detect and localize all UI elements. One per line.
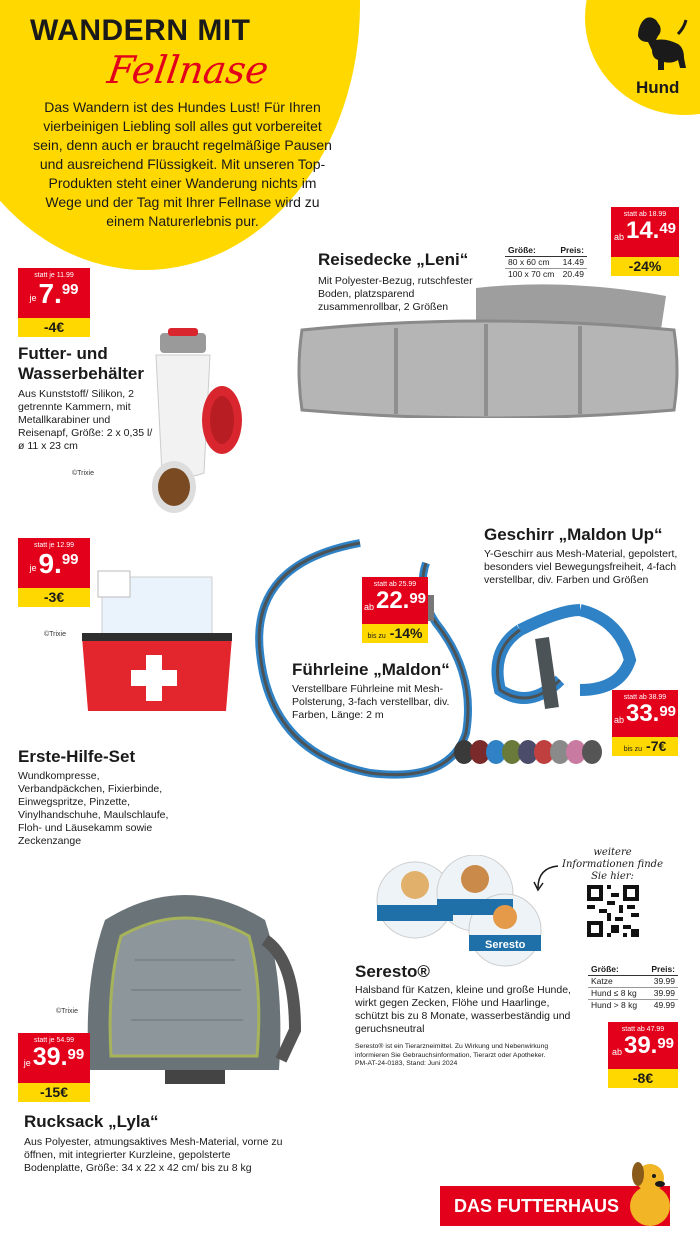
product-title: Reisedecke „Leni“ bbox=[318, 250, 469, 269]
qr-code[interactable] bbox=[587, 885, 639, 937]
price-int: 39. bbox=[623, 1032, 658, 1059]
price-dec: 99 bbox=[409, 590, 427, 607]
price-int: 39. bbox=[32, 1043, 68, 1071]
discount-badge: -4€ bbox=[18, 318, 90, 337]
price-box-decke bbox=[611, 207, 679, 257]
first-aid-kit-image bbox=[80, 565, 240, 715]
table-cell: 39.99 bbox=[645, 988, 678, 1000]
dog-icon bbox=[628, 14, 690, 70]
table-cell: 20.49 bbox=[562, 269, 584, 279]
product-title: Seresto® bbox=[355, 962, 430, 981]
product-description: Verstellbare Führleine mit Mesh-Polsterung, 3-fach verstellbar, div. Farben, Länge: 2 m bbox=[292, 683, 450, 721]
headline-line2: Fellnase bbox=[104, 48, 272, 92]
price-dec: 99 bbox=[657, 1035, 675, 1052]
table-header: Preis: bbox=[557, 245, 587, 257]
old-price: statt ab 18.99 bbox=[623, 211, 667, 218]
product-description: Wundkompresse, Verbandpäckchen, Fixierbinde, Einwegspritze, Pinzette, Vinylhandschuhe, Maulschlaufe, Floh- und Läusekamm sowie Zeckenzange bbox=[18, 770, 169, 847]
old-price: statt je 11.99 bbox=[34, 272, 74, 279]
brand-logo-text: DAS FUTTERHAUS bbox=[454, 1195, 619, 1216]
discount-badge bbox=[362, 624, 428, 643]
discount-badge bbox=[612, 737, 678, 756]
size-table bbox=[505, 245, 587, 280]
product-title: Führleine „Maldon“ bbox=[292, 660, 450, 679]
product-title: Geschirr „Maldon Up“ bbox=[484, 525, 663, 544]
table-header: Größe: bbox=[588, 964, 645, 976]
discount-badge: -3€ bbox=[18, 588, 90, 607]
price-int: 9. bbox=[38, 548, 62, 579]
fine-print bbox=[355, 1043, 565, 1069]
product-description: Aus Kunststoff/ Silikon, 2 getrennte Kammern, mit Metallkarabiner und Reisenapf, Größe: 2 x 0,35 l/ ø 11 x 23 cm bbox=[18, 388, 153, 452]
price-box-rucksack bbox=[18, 1033, 90, 1083]
price-int: 33. bbox=[625, 700, 660, 727]
price-box-leine bbox=[362, 577, 428, 624]
brand-label: Seresto bbox=[485, 939, 526, 951]
mascot-dog-icon bbox=[620, 1158, 682, 1230]
fine-print-text: Seresto® ist ein Tierarzneimittel. Zu Wirkung und Nebenwirkung informieren Sie Gebrauchsinformation, Tierarzt oder Apotheker. bbox=[355, 1043, 549, 1059]
price-prefix: ab bbox=[613, 715, 624, 725]
old-price: statt je 12.99 bbox=[33, 542, 75, 549]
info-hint: weitere Informationen finde Sie hier: bbox=[562, 847, 663, 882]
blanket-image bbox=[296, 278, 680, 418]
price-prefix: ab bbox=[611, 1047, 622, 1057]
category-label: Hund bbox=[636, 78, 680, 97]
discount-value: -7€ bbox=[646, 738, 667, 754]
price-dec: 99 bbox=[61, 551, 79, 568]
price-int: 14. bbox=[625, 217, 660, 244]
old-price: statt je 54.99 bbox=[33, 1037, 75, 1044]
color-swatches bbox=[452, 738, 602, 766]
price-dec: 49 bbox=[659, 220, 677, 237]
table-cell: 39.99 bbox=[645, 976, 678, 988]
title-line: Futter- und bbox=[18, 344, 108, 363]
table-cell: 14.49 bbox=[557, 257, 587, 269]
old-price: statt ab 25.99 bbox=[373, 581, 417, 588]
headline-line1: WANDERN MIT bbox=[30, 14, 251, 47]
old-price: statt ab 47.99 bbox=[621, 1026, 665, 1033]
old-price: statt ab 38.99 bbox=[623, 694, 667, 701]
backpack-image bbox=[65, 880, 310, 1095]
discount-badge: -24% bbox=[611, 257, 679, 276]
product-title: Erste-Hilfe-Set bbox=[18, 747, 136, 766]
fine-print-ref: PM-AT-24-0183, Stand: Juni 2024 bbox=[355, 1060, 458, 1067]
table-cell: Hund > 8 kg bbox=[591, 1000, 638, 1010]
product-description: Y-Geschirr aus Mesh-Material, gepolstert, besonders viel Bewegungsfreiheit, 4-fach verstellbar, div. Farben und Größen bbox=[484, 548, 678, 586]
price-box-behaelter bbox=[18, 268, 90, 318]
table-cell: 100 x 70 cm bbox=[508, 269, 555, 279]
copyright: ©Trixie bbox=[44, 631, 67, 638]
table-cell: Hund ≤ 8 kg bbox=[588, 988, 645, 1000]
price-dec: 99 bbox=[659, 703, 677, 720]
price-box-geschirr bbox=[612, 690, 678, 737]
product-title bbox=[18, 344, 144, 384]
discount-prefix: bis zu bbox=[367, 633, 386, 640]
size-table bbox=[588, 964, 678, 1011]
product-title: Rucksack „Lyla“ bbox=[24, 1112, 159, 1131]
copyright: ©Trixie bbox=[72, 470, 95, 477]
price-prefix: je bbox=[29, 563, 37, 573]
price-int: 7. bbox=[38, 278, 62, 309]
table-header: Preis: bbox=[645, 964, 678, 976]
table-cell: Katze bbox=[588, 976, 645, 988]
price-dec: 99 bbox=[67, 1046, 85, 1063]
price-dec: 99 bbox=[61, 281, 79, 298]
table-header: Größe: bbox=[505, 245, 557, 257]
product-description: Mit Polyester-Bezug, rutschfester Boden, platzsparend zusammenrollbar, 2 Größen bbox=[318, 275, 473, 313]
price-box-seresto bbox=[608, 1022, 678, 1069]
discount-badge: -8€ bbox=[608, 1069, 678, 1088]
title-line: Wasserbehälter bbox=[18, 364, 144, 383]
arrow-icon bbox=[530, 862, 560, 892]
price-prefix: ab bbox=[613, 232, 624, 242]
discount-value: -14% bbox=[389, 625, 423, 641]
seresto-collars-image bbox=[375, 855, 555, 970]
copyright: ©Trixie bbox=[56, 1008, 79, 1015]
table-cell: 80 x 60 cm bbox=[505, 257, 557, 269]
price-prefix: je bbox=[29, 293, 37, 303]
water-bottle-image bbox=[152, 325, 247, 520]
price-prefix: je bbox=[23, 1058, 31, 1068]
discount-prefix: bis zu bbox=[623, 746, 643, 753]
price-int: 22. bbox=[375, 587, 410, 614]
price-prefix: ab bbox=[363, 602, 374, 612]
intro-text: Das Wandern ist des Hundes Lust! Für Ihren vierbeinigen Liebling soll alles gut vorbereitet sein, denn auch er braucht regelmäßige Pausen und ausreichend Flüssigkeit. Mit unseren Top-Produkten steht einer Wanderung nichts im Wege und der Tag mit Ihrer Fellnase wird zu einem Naturerlebnis pur. bbox=[33, 99, 332, 229]
discount-badge: -15€ bbox=[18, 1083, 90, 1102]
product-description: Halsband für Katzen, kleine und große Hunde, wirkt gegen Zecken, Flöhe und Haarlinge, schützt bis zu 8 Monate, wasserbeständig und geruchsneutral bbox=[355, 984, 571, 1035]
table-cell: 49.99 bbox=[653, 1000, 675, 1010]
product-description: Aus Polyester, atmungsaktives Mesh-Material, vorne zu öffnen, mit integrierter Kurzleine, gepolsterte Bodenplatte, Größe: 34 x 22 x 42 cm/ bis zu 8 kg bbox=[24, 1136, 283, 1174]
